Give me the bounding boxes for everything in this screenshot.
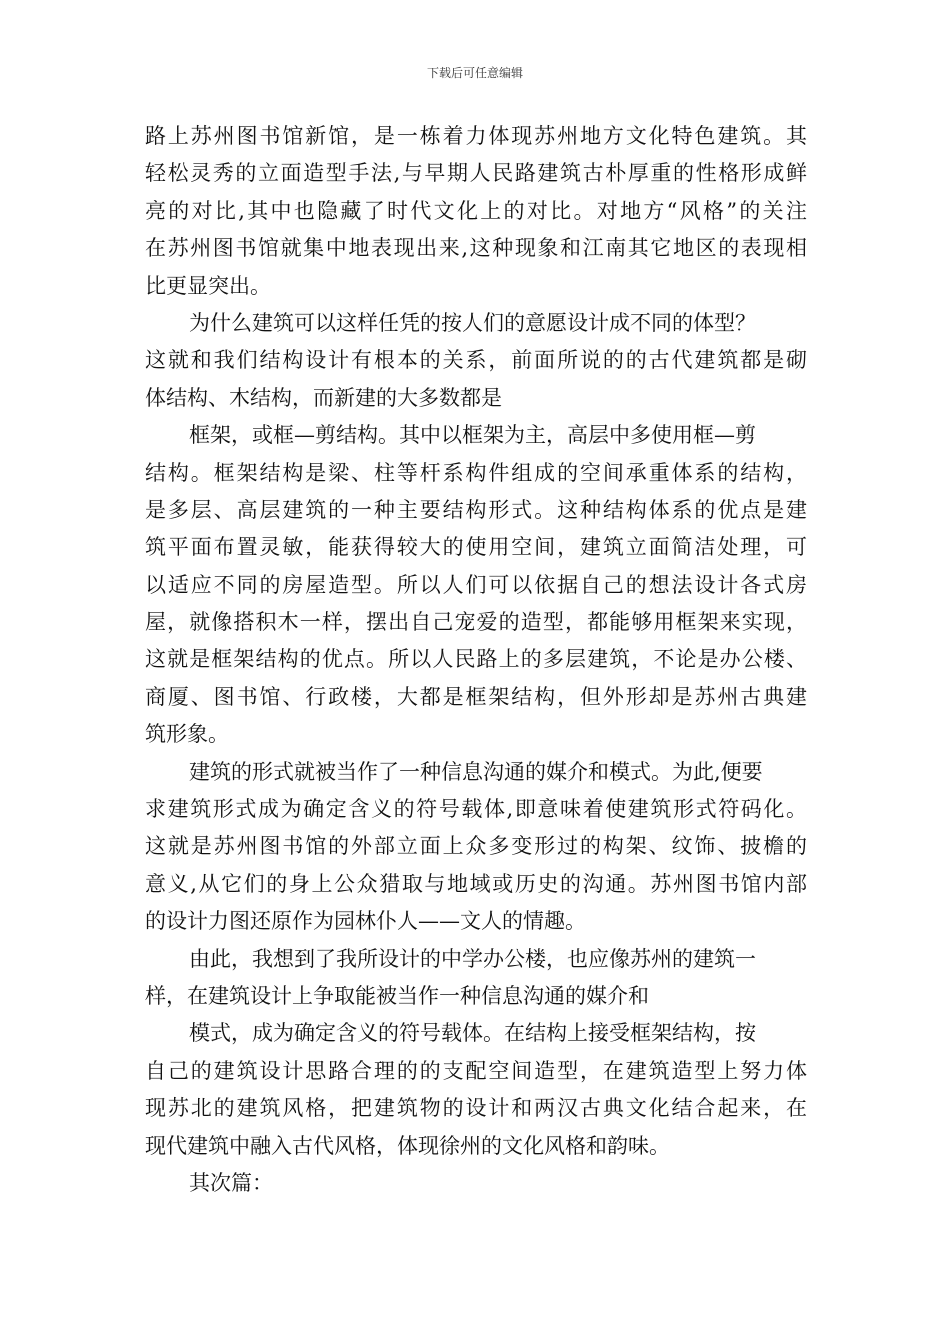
text-line: 以适应不同的房屋造型。所以人们可以依据自己的想法设计各式房 <box>145 572 807 597</box>
text-line: 结构。框架结构是梁、柱等杆系构件组成的空间承重体系的结构， <box>145 460 807 485</box>
text-line: 建筑的形式就被当作了一种信息沟通的媒介和模式。为此,便要 <box>189 759 763 784</box>
text-line: 体结构、木结构，而新建的大多数都是 <box>145 385 502 410</box>
text-line: 筑平面布置灵敏，能获得较大的使用空间，建筑立面简洁处理，可 <box>145 535 807 560</box>
text-line: 为什么建筑可以这样任凭的按人们的意愿设计成不同的体型？ <box>189 310 756 335</box>
page-header: 下载后可任意编辑 <box>426 66 523 80</box>
text-line: 由此，我想到了我所设计的中学办公楼，也应像苏州的建筑一 <box>189 946 756 971</box>
text-line: 求建筑形式成为确定含义的符号载体,即意味着使建筑形式符码化。 <box>145 797 807 822</box>
text-line: 现苏北的建筑风格，把建筑物的设计和两汉古典文化结合起来，在 <box>145 1096 807 1121</box>
text-line: 是多层、高层建筑的一种主要结构形式。这种结构体系的优点是建 <box>145 497 807 522</box>
text-line: 其次篇： <box>189 1170 273 1195</box>
text-line: 这就和我们结构设计有根本的关系，前面所说的的古代建筑都是砌 <box>145 348 807 373</box>
text-line: 路上苏州图书馆新馆，是一栋着力体现苏州地方文化特色建筑。其 <box>145 124 807 148</box>
text-line: 这就是苏州图书馆的外部立面上众多变形过的构架、纹饰、披檐的 <box>145 834 807 859</box>
text-line: 的设计力图还原作为园林仆人——文人的情趣。 <box>145 909 586 934</box>
text-line: 屋，就像搭积木一样，摆出自己宠爱的造型，都能够用框架来实现， <box>145 610 807 635</box>
text-line: 在苏州图书馆就集中地表现出来,这种现象和江南其它地区的表现相 <box>145 236 807 261</box>
text-line: 现代建筑中融入古代风格，体现徐州的文化风格和韵味。 <box>145 1133 670 1158</box>
text-line: 意义,从它们的身上公众猎取与地域或历史的沟通。苏州图书馆内部 <box>145 871 807 896</box>
text-line: 自己的建筑设计思路合理的的支配空间造型，在建筑造型上努力体 <box>145 1058 807 1083</box>
text-line: 比更显突出。 <box>145 273 271 298</box>
text-line: 商厦、图书馆、行政楼，大都是框架结构，但外形却是苏州古典建 <box>145 684 807 709</box>
text-line: 样，在建筑设计上争取能被当作一种信息沟通的媒介和 <box>145 983 649 1008</box>
text-line: 轻松灵秀的立面造型手法,与早期人民路建筑古朴厚重的性格形成鲜 <box>145 161 807 186</box>
text-line: 筑形象。 <box>145 722 229 747</box>
text-line: 框架，或框—剪结构。其中以框架为主，高层中多使用框—剪 <box>189 423 756 448</box>
body-text <box>145 118 807 1202</box>
text-line: 模式，成为确定含义的符号载体。在结构上接受框架结构，按 <box>189 1021 756 1046</box>
text-line: 亮的对比,其中也隐藏了时代文化上的对比。对地方“风格”的关注 <box>145 198 807 223</box>
text-line: 这就是框架结构的优点。所以人民路上的多层建筑，不论是办公楼、 <box>145 647 807 672</box>
